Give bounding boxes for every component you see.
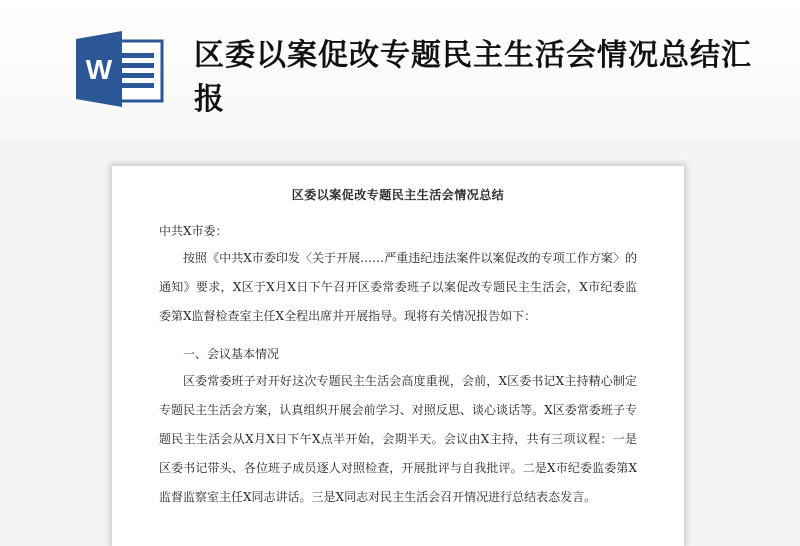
document-title: 区委以案促改专题民主生活会情况总结	[291, 188, 505, 202]
paragraph-intro: 按照《中共X市委印发〈关于开展……严重违纪违法案件以案促改的专项工作方案〉的通知》要求，X区于X月X日下午召开区委常委班子以案促改专题民主生活会，X市纪委监委第X监督检查室主任X全程出席并开展指导。现将有关情况报告如下：	[159, 251, 637, 323]
salutation: 中共X市委：	[159, 224, 228, 238]
paragraph-meeting-info: 区委常委班子对开好这次专题民主生活会高度重视，会前，X区委书记X主持精心制定专题民主生活会方案，认真组织开展会前学习、对照反思、谈心谈话等。X区委常委班子专题民主生活会从X月X日下午X点半开始，会期半天。会议由X主持，共有三项议程：一是区委书记带头、各位班子成员逐人对照检查，开展批评与自我批评。二是X市纪委监委第X监督监察室主任X同志讲话。三是X同志对民主生活会召开情况进行总结表态发言。	[159, 374, 637, 504]
document-page	[112, 166, 684, 546]
section-heading-1: 一、会议基本情况	[183, 347, 280, 361]
word-icon-letter: W	[85, 54, 113, 85]
header-title: 区委以案促改专题民主生活会情况总结汇报	[194, 38, 752, 117]
word-document-icon	[76, 31, 166, 107]
